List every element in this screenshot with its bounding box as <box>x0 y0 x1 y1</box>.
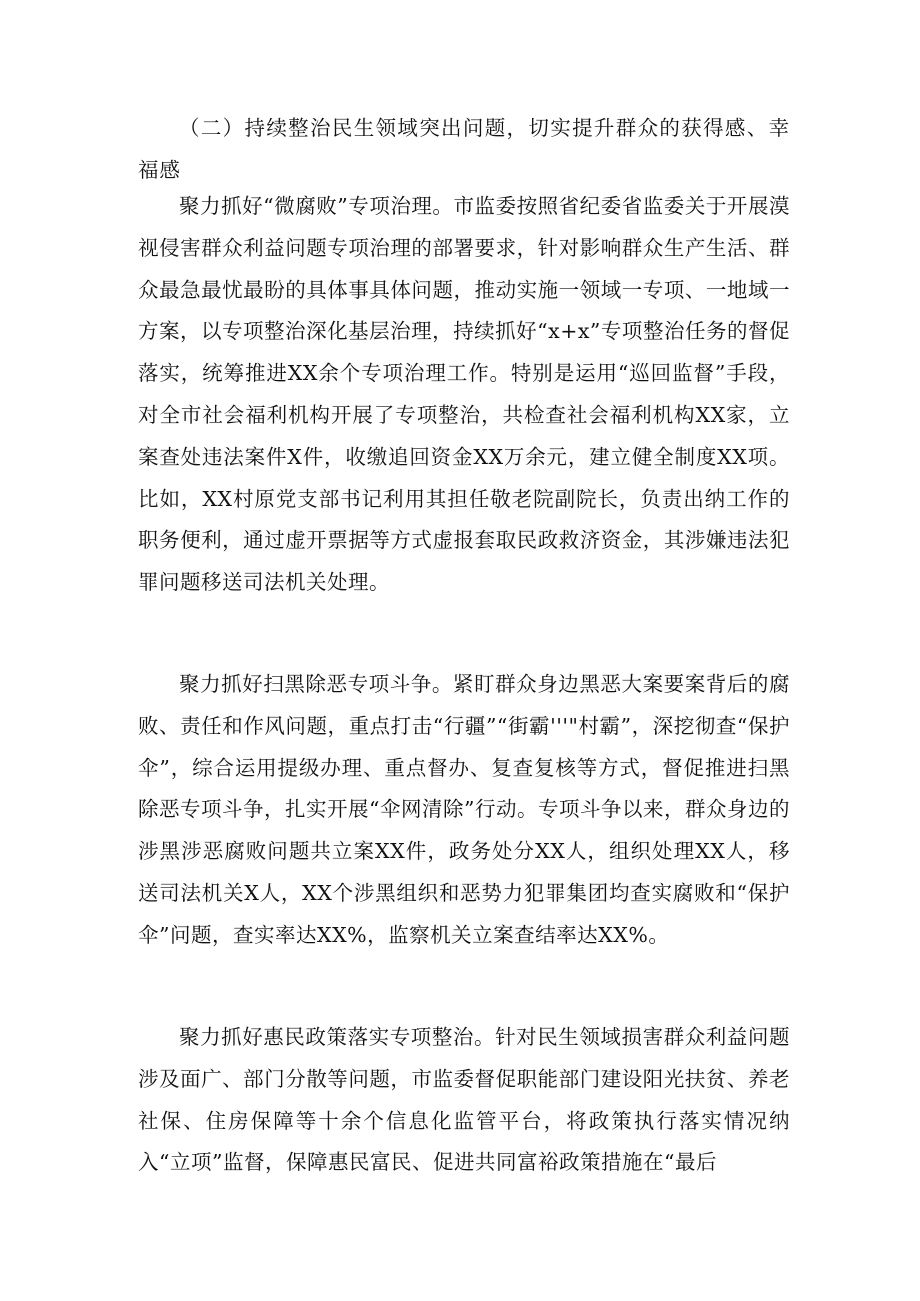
paragraph-policy-implementation: 聚力抓好惠民政策落实专项整治。针对民生领域损害群众利益问题涉及面广、部门分散等问题，市监委督促职能部门建设阳光扶贫、养老社保、住房保障等十余个信息化监管平台，将政策执行落实情况纳入“立项”监督，保障惠民富民、促进共同富裕政策措施在“最后 <box>138 1025 790 1175</box>
paragraph-anti-gang: 聚力抓好扫黑除恶专项斗争。紧盯群众身边黑恶大案要案背后的腐败、责任和作风问题，重点打击“行疆”“街霸'''"村霸”，深挖彻查“保护伞”，综合运用提级办理、重点督办、复查复核等方式，督促推进扫黑除恶专项斗争，扎实开展“伞网清除”行动。专项斗争以来，群众身边的涉黑涉恶腐败问题共立案XX件，政务处分XX人，组织处理XX人，移送司法机关X人，XX个涉黑组织和恶势力犯罪集团均查实腐败和“保护伞”问题，查实率达XX%，监察机关立案查结率达XX%。 <box>138 672 790 947</box>
paragraph-micro-corruption: 聚力抓好“微腐败”专项治理。市监委按照省纪委省监委关于开展漠视侵害群众利益问题专项治理的部署要求，针对影响群众生产生活、群众最急最忧最盼的具体事具体问题，推动实施一领域一专项、一地域一方案，以专项整治深化基层治理，持续抓好“x+x”专项整治任务的督促落实，统筹推进XX余个专项治理工作。特别是运用“巡回监督”手段，对全市社会福利机构开展了专项整治，共检查社会福利机构XX家，立案查处违法案件X件，收缴追回资金XX万余元，建立健全制度XX项。比如，XX村原党支部书记利用其担任敬老院副院长，负责出纳工作的职务便利，通过虚开票据等方式虚报套取民政救济资金，其涉嫌违法犯罪问题移送司法机关处理。 <box>138 194 790 595</box>
section-heading: （二）持续整治民生领域突出问题，切实提升群众的获得感、幸福感 <box>138 116 790 182</box>
